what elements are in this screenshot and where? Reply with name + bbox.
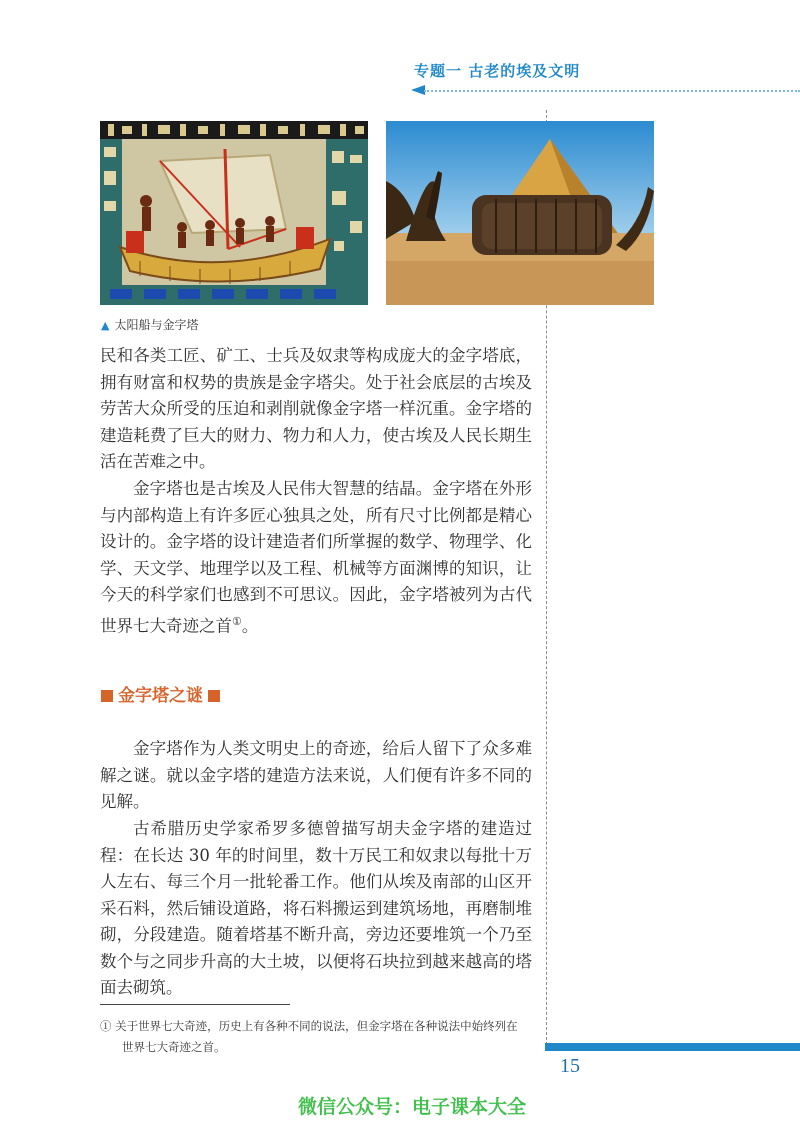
- chapter-title: 专题一 古老的埃及文明: [414, 62, 581, 80]
- caption-text: 太阳船与金字塔: [114, 318, 199, 332]
- header-arrow-icon: [411, 85, 425, 95]
- footnote-marker: ①: [100, 1019, 112, 1033]
- caption-triangle-icon: ▲: [101, 319, 110, 332]
- solar-boat-image: [100, 121, 368, 305]
- footnote-line-1: [100, 1016, 532, 1037]
- heading-square-icon: [101, 690, 113, 702]
- footnote: [100, 1016, 532, 1058]
- paragraph-4: 古希腊历史学家希罗多德曾描写胡夫金字塔的建造过程：在长达 30 年的时间里，数十万民工和奴隶以每批十万人左右、每三个月一批轮番工作。他们从埃及南部的山区开采石料，然后铺设道路，将石料搬运到建筑场地，再磨制堆砌，分段建造。随着塔基不断升高，旁边还要堆筑一个乃至数个与之同步升高的大土坡，以便将石块拉到越来越高的塔面去砌筑。: [100, 819, 532, 997]
- section-heading: [101, 681, 220, 705]
- paragraph-1: 民和各类工匠、矿工、士兵及奴隶等构成庞大的金字塔底，拥有财富和权势的贵族是金字塔尖。处于社会底层的古埃及劳苦大众所受的压迫和剥削就像金字塔一样沉重。金字塔的建造耗费了巨大的财力、物力和人力，使古埃及人民长期生活在苦难之中。: [100, 346, 532, 471]
- footnote-reference[interactable]: ①: [232, 614, 242, 628]
- footnote-text-1: 关于世界七大奇迹，历史上有各种不同的说法，但金字塔在各种说法中始终列在: [115, 1019, 518, 1033]
- figure-caption: [101, 316, 198, 336]
- footnote-rule: [100, 1004, 290, 1005]
- footnote-line-2: 世界七大奇迹之首。: [122, 1040, 226, 1054]
- page-bar: [545, 1043, 800, 1051]
- header-dotted-rule: [424, 90, 800, 92]
- pyramid-image: [386, 121, 654, 305]
- heading-square-icon: [208, 690, 220, 702]
- paragraph-3: 金字塔作为人类文明史上的奇迹，给后人留下了众多难解之谜。就以金字塔的建造方法来说，人们便有许多不同的见解。: [100, 739, 532, 811]
- section-heading-text: 金字塔之谜: [118, 686, 203, 706]
- paragraph-2: [100, 476, 532, 640]
- page-number: 15: [560, 1055, 580, 1077]
- paragraph-2-end: 。: [241, 616, 259, 635]
- watermark: 微信公众号：电子课本大全: [298, 1096, 527, 1118]
- paragraph-2-text: 金字塔也是古埃及人民伟大智慧的结晶。金字塔在外形与内部构造上有许多匠心独具之处，所有尺寸比例都是精心设计的。金字塔的设计建造者们所掌握的数学、物理学、化学、天文学、地理学以及工程、机械等方面渊博的知识，让今天的科学家们也感到不可思议。因此，金字塔被列为古代世界七大奇迹之首: [100, 479, 532, 635]
